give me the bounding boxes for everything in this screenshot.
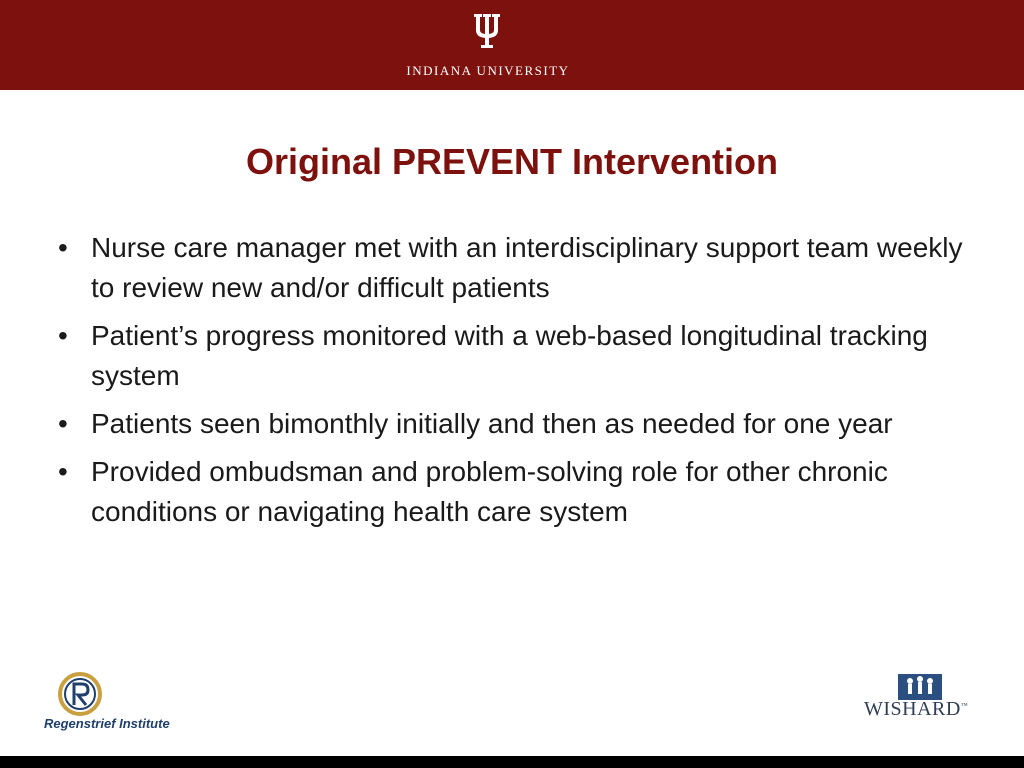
bullet-item [52, 404, 982, 444]
bullet-item [52, 228, 982, 308]
bullet-item [52, 316, 982, 396]
university-name: INDIANA UNIVERSITY [406, 63, 570, 78]
bullet-marker: • [58, 232, 68, 263]
slide-title: Original PREVENT Intervention [245, 141, 779, 182]
iu-trident-logo-icon [472, 14, 502, 52]
bullet-text: Patients seen bimonthly initially and then as needed for one year [91, 408, 893, 439]
bullet-marker: • [58, 320, 68, 351]
bullet-text: Patient’s progress monitored with a web-based longitudinal tracking system [91, 320, 928, 391]
bullet-text: Nurse care manager met with an interdisciplinary support team weekly to review new and/or difficult patients [91, 232, 963, 303]
bullet-text: Provided ombudsman and problem-solving role for other chronic conditions or navigating health care system [91, 456, 888, 527]
header-banner [0, 0, 1024, 90]
regenstrief-logo [44, 672, 172, 734]
bullet-item [52, 452, 982, 532]
bullet-marker: • [58, 456, 68, 487]
regenstrief-emblem-icon [58, 672, 102, 716]
wishard-wordmark: WISHARD [864, 698, 961, 720]
footer-bar [0, 756, 1024, 768]
bullet-marker: • [58, 408, 68, 439]
wishard-name [864, 698, 968, 721]
wishard-logo [864, 674, 976, 722]
wishard-figures-icon [898, 674, 942, 700]
wishard-trademark: ™ [960, 701, 969, 710]
bullet-list [52, 228, 982, 540]
regenstrief-name: Regenstrief Institute [44, 716, 170, 731]
